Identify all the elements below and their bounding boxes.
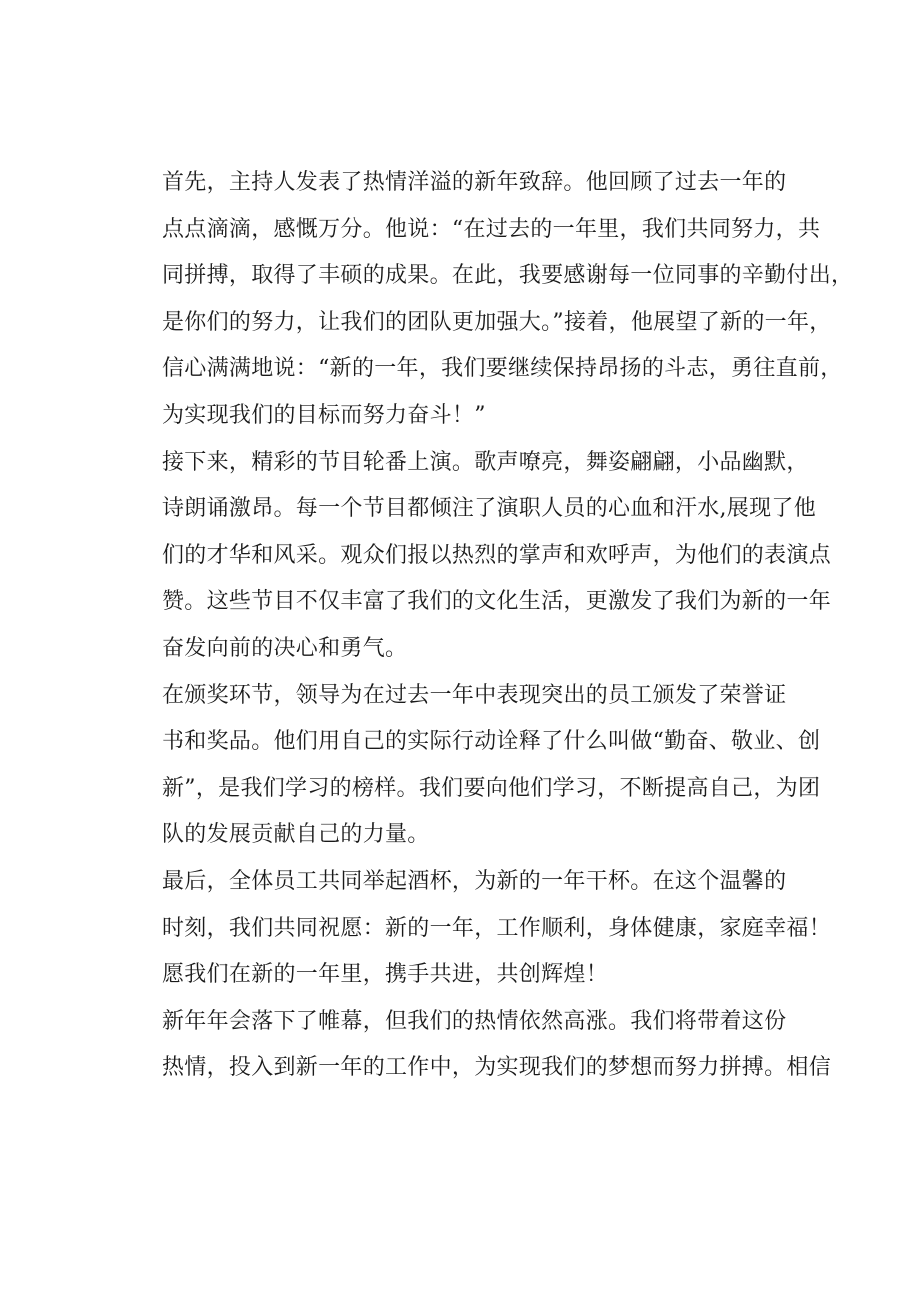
text-line: 队的发展贡献自己的力量。 <box>162 822 430 848</box>
text-line: 点点滴滴，感慨万分。他说：“在过去的一年里，我们共同努力，共 <box>162 216 821 242</box>
paragraph-closing <box>118 999 832 1092</box>
text-line: 新”，是我们学习的榜样。我们要向他们学习，不断提高自己，为团 <box>162 775 821 801</box>
text-line: 时刻，我们共同祝愿：新的一年，工作顺利，身体健康，家庭幸福！ <box>162 915 832 941</box>
text-line: 们的才华和风采。观众们报以热烈的掌声和欢呼声，为他们的表演点 <box>162 542 832 568</box>
text-line: 信心满满地说：“新的一年，我们要继续保持昂扬的斗志，勇往直前， <box>162 356 843 382</box>
paragraph-opening-speech <box>118 160 854 440</box>
text-line: 诗朗诵激昂。每一个节目都倾注了演职人员的心血和汗水,展现了他 <box>162 496 816 522</box>
text-line: 书和奖品。他们用自己的实际行动诠释了什么叫做“勤奋、敬业、创 <box>162 729 821 755</box>
text-line: 首先，主持人发表了热情洋溢的新年致辞。他回顾了过去一年的 <box>162 170 787 195</box>
text-line: 最后，全体员工共同举起酒杯，为新的一年干杯。在这个温馨的 <box>162 868 787 894</box>
text-line: 热情，投入到新一年的工作中，为实现我们的梦想而努力拼搏。相信 <box>162 1055 832 1081</box>
text-line: 为实现我们的目标而努力奋斗！” <box>162 402 486 428</box>
text-line: 赞。这些节目不仅丰富了我们的文化生活，更激发了我们为新的一年 <box>162 589 832 615</box>
text-line: 接下来，精彩的节目轮番上演。歌声嘹亮，舞姿翩翩，小品幽默， <box>162 449 809 475</box>
text-line: 新年年会落下了帷幕，但我们的热情依然高涨。我们将带着这份 <box>162 1008 787 1034</box>
paragraph-toast <box>118 859 832 999</box>
text-line: 是你们的努力，让我们的团队更加强大。”接着，他展望了新的一年， <box>162 309 832 335</box>
text-line: 愿我们在新的一年里，携手共进，共创辉煌！ <box>162 962 609 988</box>
paragraph-performances <box>118 440 832 673</box>
text-line: 奋发向前的决心和勇气。 <box>162 635 408 661</box>
text-line: 在颁奖环节，领导为在过去一年中表现突出的员工颁发了荣誉证 <box>162 682 787 708</box>
document-body <box>118 160 854 1092</box>
paragraph-awards <box>118 673 821 859</box>
text-line: 同拼搏，取得了丰硕的成果。在此，我要感谢每一位同事的辛勤付出， <box>162 263 854 289</box>
